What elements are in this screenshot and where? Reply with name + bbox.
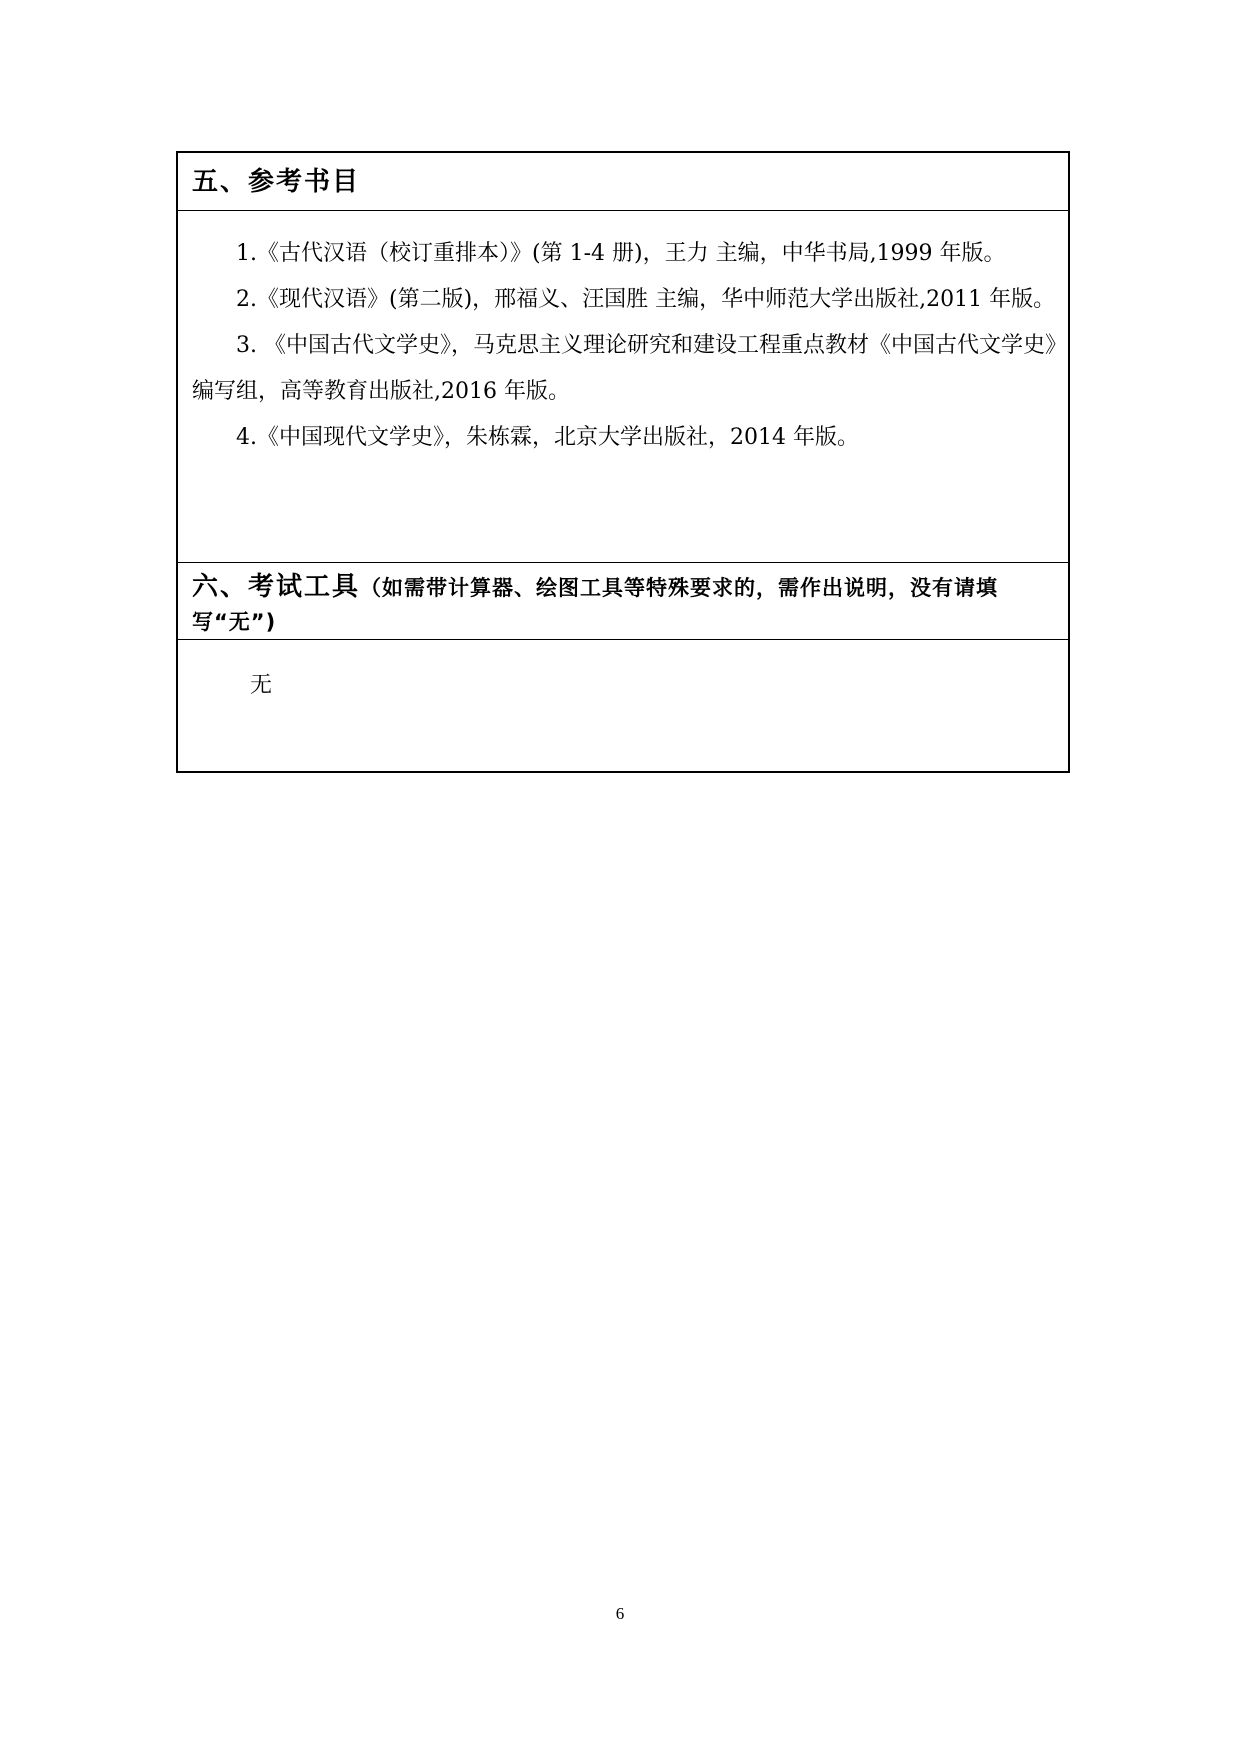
section-five-header bbox=[178, 153, 1068, 211]
reference-item-4: 4.《中国现代文学史》，朱栋霖，北京大学出版社，2014 年版。 bbox=[236, 425, 859, 450]
exam-tools-answer-cell bbox=[178, 640, 1068, 771]
reference-item-1: 1.《古代汉语（校订重排本）》(第 1-4 册)，王力 主编，中华书局,1999 年版。 bbox=[236, 241, 1006, 266]
section-six-note: （如需带计算器、绘图工具等特殊要求的，需作出说明，没有请填写“无”) bbox=[192, 576, 999, 634]
reference-item-2: 2.《现代汉语》(第二版)，邢福义、汪国胜 主编，华中师范大学出版社,2011 年版。 bbox=[236, 287, 1056, 312]
exam-tools-answer: 无 bbox=[250, 673, 273, 698]
reference-list bbox=[178, 211, 1068, 563]
section-six-header bbox=[178, 563, 1068, 640]
reference-item-3: 3. 《中国古代文学史》，马克思主义理论研究和建设工程重点教材《中国古代文学史》编写组，高等教育出版社,2016 年版。 bbox=[192, 333, 1056, 404]
page-number: 6 bbox=[615, 1604, 625, 1623]
syllabus-table bbox=[176, 151, 1070, 773]
section-five-title: 五、参考书目 bbox=[192, 167, 361, 197]
section-six-title: 六、考试工具 bbox=[192, 572, 361, 602]
